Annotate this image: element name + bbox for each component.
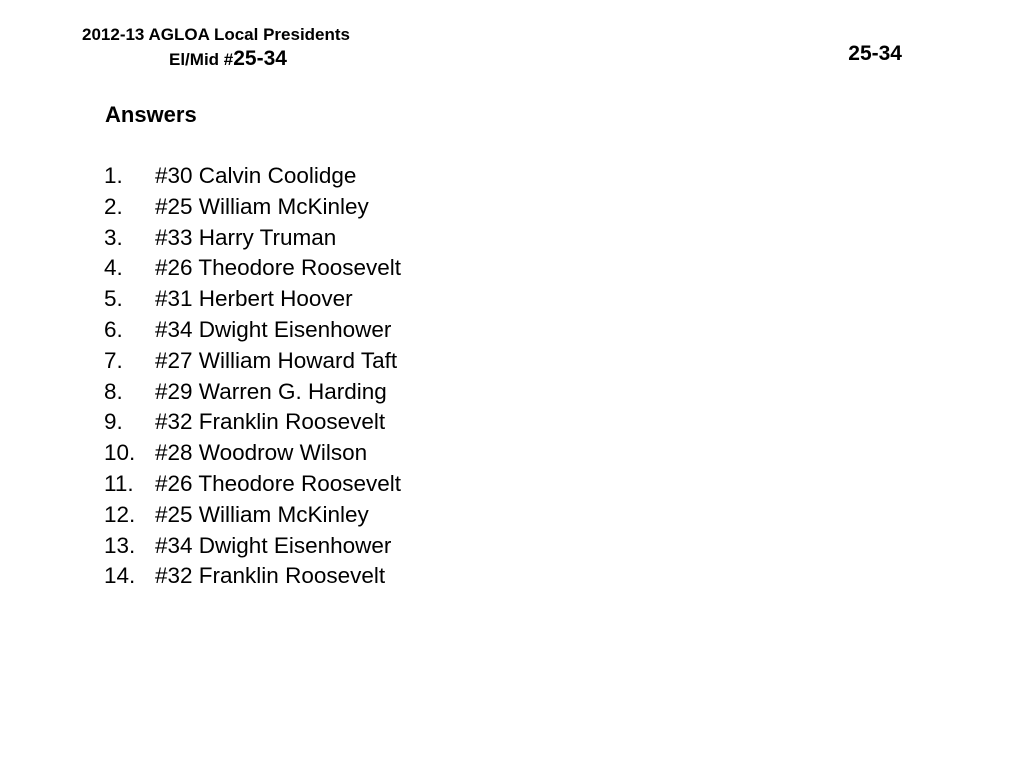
- answer-item: [104, 253, 401, 284]
- answer-text: #31 Herbert Hoover: [155, 286, 353, 312]
- answer-number: 12.: [104, 501, 136, 527]
- answer-item: [104, 315, 401, 346]
- answer-number: 14.: [104, 563, 136, 589]
- subtitle-range: 25-34: [233, 47, 287, 70]
- answer-text: #26 Theodore Roosevelt: [155, 470, 402, 496]
- answer-item: [104, 377, 401, 408]
- page-range-label: 25-34: [848, 42, 902, 65]
- subtitle-prefix: El/Mid #: [169, 50, 234, 69]
- answer-number: 1.: [104, 163, 123, 188]
- document-header: [82, 24, 402, 74]
- answer-number: 9.: [104, 409, 123, 435]
- answer-text: #27 William Howard Taft: [155, 347, 398, 373]
- answer-text: #25 William McKinley: [155, 193, 369, 219]
- answer-item: [104, 500, 401, 531]
- answer-number: 7.: [104, 347, 123, 373]
- answer-item: [104, 531, 401, 562]
- answer-number: 4.: [104, 255, 123, 281]
- answer-text: #33 Harry Truman: [155, 224, 337, 250]
- answers-list: [104, 161, 401, 592]
- document-title: 2012-13 AGLOA Local Presidents: [82, 25, 351, 44]
- answer-text: #32 Franklin Roosevelt: [155, 563, 386, 589]
- answer-item: [104, 438, 401, 469]
- answer-item: [104, 561, 401, 592]
- answer-text: #28 Woodrow Wilson: [155, 440, 368, 466]
- answer-item: [104, 223, 401, 254]
- answer-text: #34 Dwight Eisenhower: [155, 532, 392, 558]
- answer-text: #32 Franklin Roosevelt: [155, 409, 386, 435]
- answers-heading: Answers: [105, 102, 197, 127]
- answer-text: #26 Theodore Roosevelt: [155, 255, 402, 281]
- answer-number: 10.: [104, 440, 136, 466]
- answer-item: [104, 469, 401, 500]
- answer-text: #30 Calvin Coolidge: [155, 163, 357, 188]
- answer-number: 5.: [104, 286, 123, 312]
- answer-number: 6.: [104, 316, 123, 342]
- answer-number: 2.: [104, 193, 123, 219]
- answer-text: #25 William McKinley: [155, 501, 369, 527]
- answer-item: [104, 161, 401, 192]
- answer-number: 11.: [104, 470, 134, 496]
- answer-number: 13.: [104, 532, 136, 558]
- answer-item: [104, 192, 401, 223]
- document-subtitle: [82, 46, 402, 74]
- answer-item: [104, 407, 401, 438]
- answer-number: 8.: [104, 378, 123, 404]
- answer-text: #29 Warren G. Harding: [155, 378, 387, 404]
- answer-number: 3.: [104, 224, 123, 250]
- answer-item: [104, 346, 401, 377]
- answer-item: [104, 284, 401, 315]
- answer-text: #34 Dwight Eisenhower: [155, 316, 392, 342]
